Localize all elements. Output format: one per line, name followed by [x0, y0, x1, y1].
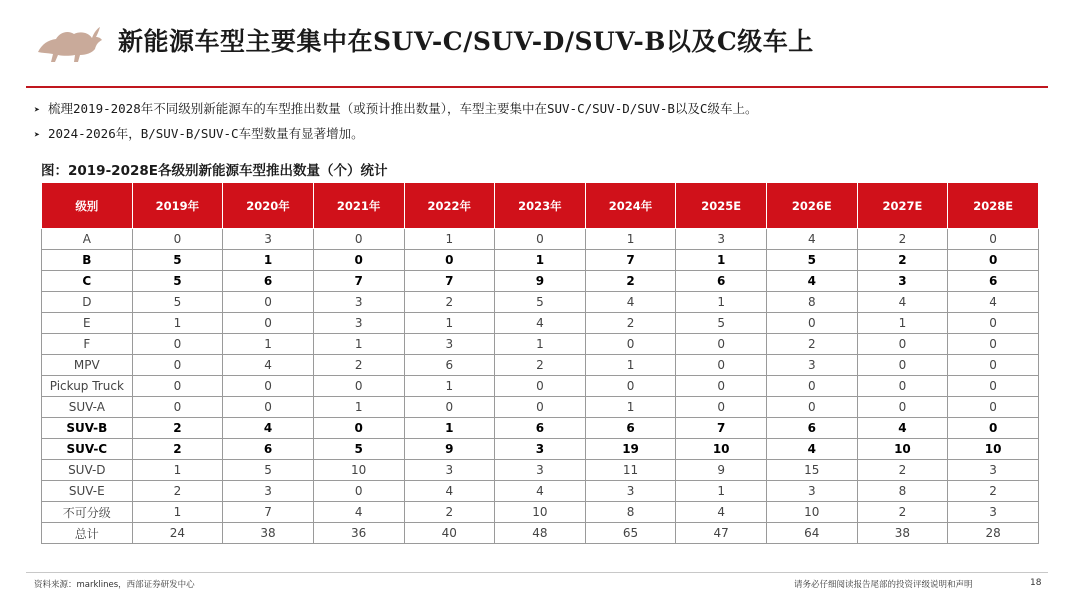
table-cell: 4	[857, 292, 948, 313]
table-cell: 38	[857, 523, 948, 544]
table-cell: 0	[223, 376, 314, 397]
table-cell: 0	[313, 481, 404, 502]
table-row	[42, 418, 1039, 439]
table-cell: 10	[767, 502, 858, 523]
table-cell: 7	[313, 271, 404, 292]
table-cell: 1	[223, 334, 314, 355]
table-row	[42, 439, 1039, 460]
row-label-cell: SUV-E	[42, 481, 133, 502]
table-cell: 4	[767, 439, 858, 460]
table-row	[42, 250, 1039, 271]
table-cell: 4	[495, 313, 586, 334]
table-cell: 3	[223, 229, 314, 250]
table-cell: 5	[767, 250, 858, 271]
bullet-list	[34, 97, 757, 147]
table-cell: 3	[857, 271, 948, 292]
table-cell: 9	[404, 439, 495, 460]
table-cell: 7	[404, 271, 495, 292]
table-cell: 3	[495, 460, 586, 481]
table-cell: 2	[404, 502, 495, 523]
table-cell: 7	[676, 418, 767, 439]
table-cell: 8	[767, 292, 858, 313]
table-cell: 5	[223, 460, 314, 481]
table-cell: 0	[676, 334, 767, 355]
table-cell: 0	[495, 376, 586, 397]
table-cell: 19	[585, 439, 676, 460]
table-cell: 0	[948, 355, 1039, 376]
table-cell: 0	[313, 376, 404, 397]
table-cell: 0	[132, 334, 223, 355]
row-label-cell: SUV-D	[42, 460, 133, 481]
table-cell: 0	[404, 397, 495, 418]
table-row	[42, 334, 1039, 355]
table-cell: 36	[313, 523, 404, 544]
column-header: 2025E	[676, 183, 767, 229]
table-cell: 4	[313, 502, 404, 523]
table-cell: 1	[676, 250, 767, 271]
table-cell: 4	[404, 481, 495, 502]
table-cell: 1	[132, 313, 223, 334]
row-label-cell: Pickup Truck	[42, 376, 133, 397]
table-cell: 0	[223, 313, 314, 334]
table-cell: 48	[495, 523, 586, 544]
table-cell: 0	[767, 397, 858, 418]
table-cell: 3	[404, 334, 495, 355]
table-cell: 6	[223, 439, 314, 460]
row-label-cell: 总计	[42, 523, 133, 544]
disclaimer-note: 请务必仔细阅读报告尾部的投资评级说明和声明	[794, 580, 973, 590]
table-cell: 1	[223, 250, 314, 271]
table-cell: 38	[223, 523, 314, 544]
title-divider	[26, 86, 1048, 88]
table-row	[42, 292, 1039, 313]
table-cell: 5	[495, 292, 586, 313]
row-label-cell: B	[42, 250, 133, 271]
table-cell: 6	[495, 418, 586, 439]
table-cell: 2	[585, 271, 676, 292]
row-label-cell: 不可分级	[42, 502, 133, 523]
table-cell: 1	[404, 376, 495, 397]
table-cell: 10	[495, 502, 586, 523]
table-cell: 2	[313, 355, 404, 376]
table-cell: 4	[767, 229, 858, 250]
table-cell: 6	[404, 355, 495, 376]
row-label-cell: E	[42, 313, 133, 334]
table-cell: 2	[857, 502, 948, 523]
table-cell: 6	[676, 271, 767, 292]
table-cell: 3	[404, 460, 495, 481]
table-cell: 2	[857, 460, 948, 481]
table-row	[42, 481, 1039, 502]
table-cell: 3	[767, 481, 858, 502]
table-cell: 0	[585, 376, 676, 397]
table-cell: 2	[132, 418, 223, 439]
table-cell: 1	[585, 355, 676, 376]
table-cell: 1	[676, 481, 767, 502]
page-title: 新能源车型主要集中在SUV-C/SUV-D/SUV-B以及C级车上	[118, 27, 814, 56]
page-number: 18	[1030, 578, 1042, 588]
table-cell: 6	[585, 418, 676, 439]
table-cell: 2	[857, 229, 948, 250]
table-row	[42, 229, 1039, 250]
table-cell: 1	[585, 229, 676, 250]
table-cell: 4	[857, 418, 948, 439]
table-cell: 3	[676, 229, 767, 250]
table-cell: 4	[948, 292, 1039, 313]
table-cell: 1	[495, 334, 586, 355]
table-cell: 1	[404, 313, 495, 334]
column-header: 2023年	[495, 183, 586, 229]
figure-title: 图：2019-2028E各级别新能源车型推出数量（个）统计	[41, 163, 388, 179]
row-label-cell: SUV-C	[42, 439, 133, 460]
table-cell: 7	[585, 250, 676, 271]
row-label-cell: D	[42, 292, 133, 313]
bull-logo-icon	[34, 22, 104, 66]
table-cell: 9	[495, 271, 586, 292]
table-body	[42, 229, 1039, 544]
arrow-right-icon: ➤	[34, 130, 41, 141]
table-cell: 4	[585, 292, 676, 313]
table-cell: 0	[223, 397, 314, 418]
table-row	[42, 502, 1039, 523]
table-cell: 3	[585, 481, 676, 502]
table-cell: 40	[404, 523, 495, 544]
table-cell: 0	[767, 376, 858, 397]
table-row	[42, 355, 1039, 376]
table-cell: 10	[857, 439, 948, 460]
table-cell: 0	[948, 418, 1039, 439]
bullet-item	[34, 97, 757, 122]
table-cell: 2	[132, 481, 223, 502]
table-cell: 24	[132, 523, 223, 544]
table-cell: 0	[313, 250, 404, 271]
row-label-cell: SUV-B	[42, 418, 133, 439]
table-cell: 0	[948, 376, 1039, 397]
column-header: 2019年	[132, 183, 223, 229]
table-row	[42, 460, 1039, 481]
table-cell: 4	[223, 418, 314, 439]
table-cell: 10	[676, 439, 767, 460]
table-row	[42, 313, 1039, 334]
table-cell: 0	[857, 376, 948, 397]
column-header: 级别	[42, 183, 133, 229]
table-cell: 0	[857, 334, 948, 355]
table-cell: 0	[132, 376, 223, 397]
table-cell: 5	[132, 271, 223, 292]
table-cell: 5	[132, 250, 223, 271]
table-cell: 0	[495, 229, 586, 250]
table-cell: 6	[767, 418, 858, 439]
column-header: 2024年	[585, 183, 676, 229]
column-header: 2021年	[313, 183, 404, 229]
table-cell: 3	[313, 313, 404, 334]
table-row	[42, 376, 1039, 397]
table-row	[42, 271, 1039, 292]
column-header: 2022年	[404, 183, 495, 229]
table-cell: 0	[313, 418, 404, 439]
table-cell: 6	[223, 271, 314, 292]
table-cell: 0	[948, 229, 1039, 250]
table-cell: 1	[585, 397, 676, 418]
table-cell: 4	[676, 502, 767, 523]
table-cell: 1	[404, 229, 495, 250]
table-cell: 0	[857, 397, 948, 418]
table-cell: 65	[585, 523, 676, 544]
table-cell: 1	[313, 334, 404, 355]
table-cell: 4	[767, 271, 858, 292]
table-cell: 0	[948, 397, 1039, 418]
table-cell: 5	[132, 292, 223, 313]
table-cell: 8	[857, 481, 948, 502]
table-cell: 1	[132, 460, 223, 481]
table-cell: 0	[132, 397, 223, 418]
table-cell: 6	[948, 271, 1039, 292]
table-cell: 1	[132, 502, 223, 523]
table-cell: 1	[404, 418, 495, 439]
table-cell: 8	[585, 502, 676, 523]
footer-divider	[26, 572, 1048, 573]
table-cell: 0	[404, 250, 495, 271]
column-header: 2020年	[223, 183, 314, 229]
table-cell: 0	[585, 334, 676, 355]
table-cell: 15	[767, 460, 858, 481]
bullet-item	[34, 122, 757, 147]
table-cell: 0	[948, 250, 1039, 271]
row-label-cell: MPV	[42, 355, 133, 376]
table-cell: 2	[948, 481, 1039, 502]
table-cell: 2	[767, 334, 858, 355]
table-cell: 2	[857, 250, 948, 271]
table-cell: 2	[404, 292, 495, 313]
table-cell: 3	[948, 502, 1039, 523]
table-cell: 3	[313, 292, 404, 313]
table-cell: 2	[132, 439, 223, 460]
table-cell: 0	[948, 313, 1039, 334]
row-label-cell: SUV-A	[42, 397, 133, 418]
column-header: 2027E	[857, 183, 948, 229]
table-cell: 7	[223, 502, 314, 523]
data-table	[41, 182, 1039, 544]
bullet-text: 2024-2026年，B/SUV-B/SUV-C车型数量有显著增加。	[48, 126, 364, 141]
table-row	[42, 523, 1039, 544]
table-cell: 3	[767, 355, 858, 376]
table-cell: 1	[495, 250, 586, 271]
table-cell: 4	[223, 355, 314, 376]
row-label-cell: F	[42, 334, 133, 355]
table-cell: 0	[132, 229, 223, 250]
table-cell: 0	[676, 376, 767, 397]
table-cell: 1	[676, 292, 767, 313]
table-cell: 5	[676, 313, 767, 334]
table-cell: 47	[676, 523, 767, 544]
table-cell: 0	[223, 292, 314, 313]
row-label-cell: C	[42, 271, 133, 292]
table-cell: 9	[676, 460, 767, 481]
table-cell: 0	[313, 229, 404, 250]
table-cell: 0	[132, 355, 223, 376]
table-cell: 2	[585, 313, 676, 334]
table-cell: 0	[767, 313, 858, 334]
column-header: 2028E	[948, 183, 1039, 229]
table-header-row	[42, 183, 1039, 229]
table-cell: 11	[585, 460, 676, 481]
table-cell: 3	[223, 481, 314, 502]
table-cell: 4	[495, 481, 586, 502]
table-cell: 64	[767, 523, 858, 544]
column-header: 2026E	[767, 183, 858, 229]
table-cell: 1	[313, 397, 404, 418]
table-cell: 0	[948, 334, 1039, 355]
table-cell: 0	[676, 397, 767, 418]
table-cell: 28	[948, 523, 1039, 544]
table-cell: 3	[948, 460, 1039, 481]
arrow-right-icon: ➤	[34, 105, 41, 116]
table-row	[42, 397, 1039, 418]
table-cell: 0	[676, 355, 767, 376]
bullet-text: 梳理2019-2028年不同级别新能源车的车型推出数量（或预计推出数量），车型主要集中在SUV-C/SUV-D/SUV-B以及C级车上。	[48, 101, 758, 116]
table-cell: 0	[857, 355, 948, 376]
table-cell: 2	[495, 355, 586, 376]
table-cell: 3	[495, 439, 586, 460]
table-cell: 10	[948, 439, 1039, 460]
table-cell: 10	[313, 460, 404, 481]
table-cell: 0	[495, 397, 586, 418]
row-label-cell: A	[42, 229, 133, 250]
source-note: 资料来源：marklines，西部证券研发中心	[34, 580, 195, 590]
table-cell: 1	[857, 313, 948, 334]
table-cell: 5	[313, 439, 404, 460]
